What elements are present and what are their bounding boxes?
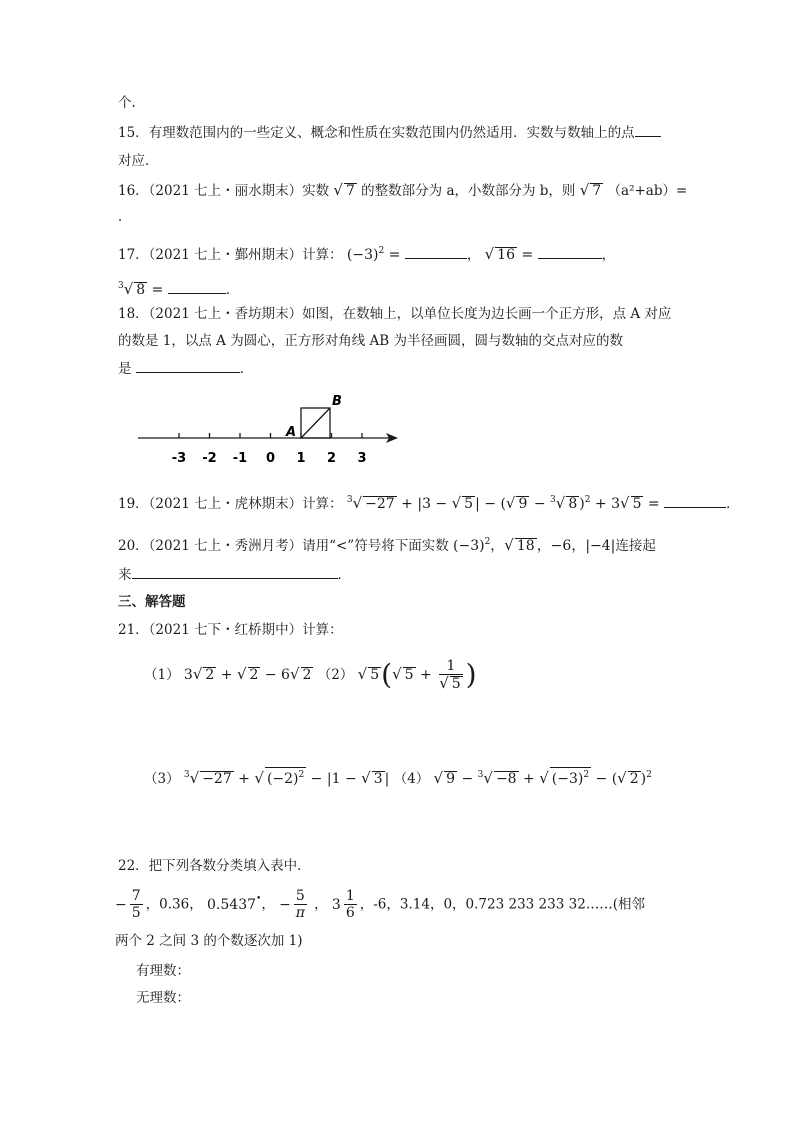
q21-part-1-expr: 3√ 2 + √ 2 − 6√ 2 [183, 665, 312, 683]
q20-text: 20．（2021 七上・秀洲月考）请用“<”符号将下面实数 [118, 538, 449, 554]
q22-list-1: ，0.36， [145, 896, 203, 913]
question-19: 19．（2021 七上・虎林期末）计算： $^3$√ −27 + |3 − √ 5 | − (√ 9 − $^3$√ 8 )$^2$ + 3√ 5 = ． [118, 494, 740, 512]
q17-expr-2: √ 16 = [484, 245, 538, 263]
question-22-cont: 两个 2 之间 3 的个数逐次加 1) [115, 933, 303, 949]
question-18: 18．（2021 七上・香坊期末）如图，在数轴上，以单位长度为边长画一个正方形，点 A 对应 [118, 306, 672, 322]
q22-list-2: ， [261, 896, 275, 913]
question-20 [118, 533, 656, 555]
q16-text-b: 的整数部分为 a，小数部分为 b，则 [361, 183, 576, 199]
tick-labels [172, 451, 367, 466]
q17-blank-1[interactable] [405, 246, 467, 259]
question-18-cont: 的数是 1，以点 A 为圆心，正方形对角线 AB 为半径画圆，圆与数轴的交点对应的数 [118, 333, 623, 349]
question-22-numbers: − $\frac{7}{5}$ ，0.36， 0.5437•， − $\frac{5}{\pi}$ ， 3 $\frac{1}{6}$ ，-6，3.14，0，0.723 233 233 32……(相邻 [115, 888, 646, 921]
frac-neg-7-5: − $\frac{7}{5}$ [115, 888, 141, 921]
q20-blank[interactable] [132, 566, 338, 579]
tick-label: 2 [326, 451, 337, 466]
tick-label: -3 [171, 451, 187, 466]
question-20-end: 来 ． [118, 567, 351, 583]
q20-numbers: $(-3)^2$，√ 18 ，−6，|−4| [453, 536, 616, 554]
question-15 [118, 124, 661, 142]
q19-text: 19．（2021 七上・虎林期末）计算： [118, 496, 343, 512]
q17-text: 17．（2021 七上・鄞州期末）计算： [118, 247, 343, 263]
line-continuation: 个. [118, 95, 136, 111]
q17-expr-3: $^3$√ 8 = [118, 280, 168, 298]
q15-blank[interactable] [635, 124, 661, 137]
q19-blank[interactable] [664, 495, 726, 508]
tick-label: 1 [296, 451, 306, 466]
question-16-end: ． [118, 209, 132, 225]
q19-expression: $^3$√ −27 + |3 − √ 5 | − (√ 9 − $^3$√ 8 )$^2$ + 3√ 5 = [346, 494, 665, 512]
q21-part-2-expr: √ 5(√ 5 + $\frac{1}{√ 5}$ ) [357, 658, 477, 692]
number-line-figure [136, 386, 406, 468]
q20-text-c: 来 [118, 567, 132, 583]
tick-label: -1 [232, 451, 248, 466]
q21-part-3-expr: $^3$√ −27 + √ $(-2)^2 - |1$ − √ 3 | [183, 769, 390, 787]
section-heading: 三、解答题 [118, 594, 186, 610]
irrational-label: 无理数： [136, 990, 190, 1006]
q16-text-a: 16．（2021 七上・丽水期末）实数 [118, 183, 330, 199]
q21-part-3-label: （3） [144, 771, 180, 787]
q18-blank[interactable] [136, 360, 240, 373]
q16-text-c: （a²+ab）= [607, 183, 688, 199]
question-21: 21．（2021 七下・红桥期中）计算： [118, 622, 343, 638]
repeating-decimal: 0.5437• [207, 893, 262, 913]
question-17-cont: $^3$√ 8 = ． [118, 280, 240, 298]
q21-part-4-label: （4） [393, 771, 430, 787]
diagonal-ab [301, 408, 330, 438]
q15-text: 15．有理数范围内的一些定义、概念和性质在实数范围内仍然适用．实数与数轴上的点 [118, 125, 635, 141]
question-18-end: 是 ． [118, 361, 254, 377]
question-21-parts-1-2 [144, 658, 477, 692]
tick-marks [179, 433, 362, 438]
q21-part-4-expr: √ 9 − $^3$√ −8 + √ $(-3)^2$ − (√ 2 )$^2$ [433, 769, 652, 787]
question-16 [118, 181, 687, 200]
q17-blank-2[interactable] [538, 246, 602, 259]
frac-neg-5-pi: − $\frac{5}{\pi}$ [279, 888, 305, 921]
tick-label: 3 [357, 451, 367, 466]
point-b-label: B [332, 394, 342, 409]
q21-part-2-label: （2） [317, 667, 354, 683]
q17-expr-1: $(-3)^2$ = [346, 246, 405, 263]
sqrt7-expression: √ 7 [333, 181, 355, 199]
tick-label: 0 [265, 451, 276, 466]
mixed-3-1-6: 3 $\frac{1}{6}$ [331, 888, 355, 921]
sqrt7-expression-2: √ 7 [579, 181, 602, 199]
q18-text: 是 [118, 361, 132, 377]
question-21-parts-3-4 [144, 766, 652, 788]
question-22: 22．把下列各数分类填入表中． [118, 858, 311, 874]
q20-text-b: 连接起 [615, 538, 656, 554]
q17-blank-3[interactable] [168, 281, 226, 294]
tick-label: -2 [202, 451, 217, 466]
q21-part-1-label: （1） [144, 667, 180, 683]
question-15-cont: 对应． [118, 153, 159, 169]
question-17: 17．（2021 七上・鄞州期末）计算： $(-3)^2$ = ， √ 16 = ， [118, 245, 616, 263]
point-a-label: A [286, 425, 297, 440]
rational-label: 有理数： [136, 963, 190, 979]
q22-list-3: ，-6，3.14，0，0.723 233 233 32……(相邻 [359, 896, 646, 913]
